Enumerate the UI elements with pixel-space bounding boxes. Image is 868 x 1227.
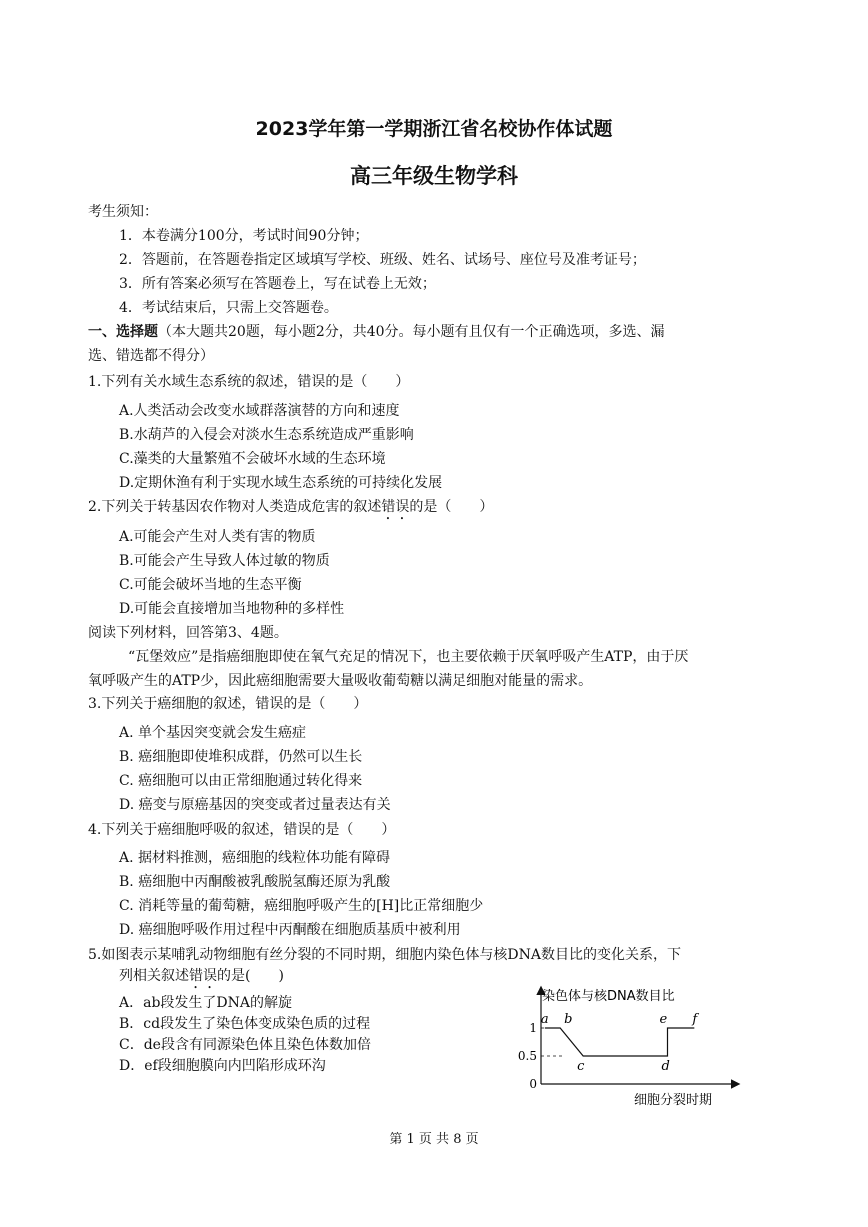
question-3-stem: 3.下列关于癌细胞的叙述，错误的是（ ）	[88, 696, 368, 712]
question-2-option-b: B.可能会产生导致人体过敏的物质	[119, 553, 330, 569]
point-label-c: c	[577, 1059, 585, 1074]
section-description: （本大题共20题，每小题2分，共40分。每小题有且仅有一个正确选项，多选、漏	[158, 324, 665, 340]
y-tick-label: 1	[529, 1021, 537, 1035]
question-4-option-c: C. 消耗等量的葡萄糖，癌细胞呼吸产生的[H]比正常细胞少	[119, 898, 484, 914]
exam-subtitle: 高三年级生物学科	[350, 164, 518, 188]
question-5-option-c: C．de段含有同源染色体且染色体数加倍	[119, 1037, 371, 1053]
question-3-option-b: B. 癌细胞即使堆积成群，仍然可以生长	[119, 749, 363, 765]
y-tick-labels	[518, 1021, 537, 1091]
point-label-f: f	[692, 1012, 698, 1027]
notice-item-4: 4．考试结束后，只需上交答题卷。	[119, 300, 338, 316]
question-2-stem-pre: 2.下列关于转基因农作物对人类造成危害的叙述	[88, 499, 382, 515]
question-1-option-a: A.人类活动会改变水域群落演替的方向和速度	[119, 403, 400, 419]
reading-material-line-2: 氧呼吸产生的ATP少，因此癌细胞需要大量吸收葡萄糖以满足细胞对能量的需求。	[88, 673, 593, 689]
question-1-option-c: C.藻类的大量繁殖不会破坏水域的生态环境	[119, 451, 386, 467]
point-label-b: b	[564, 1012, 573, 1027]
question-1-option-b: B.水葫芦的入侵会对淡水生态系统造成严重影响	[119, 427, 414, 443]
question-2-stem	[88, 497, 493, 523]
notice-item-2: 2．答题前，在答题卷指定区域填写学校、班级、姓名、试场号、座位号及准考证号；	[119, 252, 646, 268]
exam-title: 2023学年第一学期浙江省名校协作体试题	[255, 118, 613, 140]
question-5-option-d: D．ef段细胞膜向内凹陷形成环沟	[119, 1058, 326, 1074]
question-5-option-b: B．cd段发生了染色体变成染色质的过程	[119, 1016, 371, 1032]
chart-title: 染色体与核DNA数目比	[542, 989, 675, 1004]
question-2-stem-post: 的是（ ）	[409, 499, 494, 515]
question-4-option-d: D. 癌细胞呼吸作用过程中丙酮酸在细胞质基质中被利用	[119, 922, 461, 938]
question-2-stem-emphasis: 错误	[381, 499, 410, 515]
x-axis-label: 细胞分裂时期	[634, 1093, 713, 1108]
question-4-option-b: B. 癌细胞中丙酮酸被乳酸脱氢酶还原为乳酸	[119, 874, 391, 890]
y-tick-label: 0.5	[517, 1049, 537, 1063]
notice-item-3: 3．所有答案必须写在答题卷上，写在试卷上无效；	[119, 276, 436, 292]
guide-lines	[541, 1028, 564, 1056]
question-3-option-c: C. 癌细胞可以由正常细胞通过转化得来	[119, 773, 363, 789]
point-label-d: d	[661, 1059, 670, 1074]
point-label-a: a	[540, 1012, 549, 1027]
question-5-stem-line-2	[119, 966, 284, 992]
ratio-series-line	[545, 1028, 695, 1056]
question-5-option-a: A．ab段发生了DNA的解旋	[119, 995, 293, 1011]
page-footer: 第 1 页 共 8 页	[389, 1132, 479, 1147]
y-tick-label: 0	[529, 1077, 537, 1091]
question-2-option-d: D.可能会直接增加当地物种的多样性	[119, 601, 345, 617]
question-3-option-a: A. 单个基因突变就会发生癌症	[119, 725, 307, 741]
question-4-stem: 4.下列关于癌细胞呼吸的叙述，错误的是（ ）	[88, 822, 396, 838]
point-labels	[541, 1012, 700, 1074]
notice-heading: 考生须知：	[88, 204, 158, 220]
reading-material-line-1: “瓦堡效应”是指癌细胞即使在氧气充足的情况下，也主要依赖于厌氧呼吸产生ATP，由于厌	[128, 649, 689, 665]
notice-item-1: 1．本卷满分100分，考试时间90分钟；	[119, 228, 369, 244]
question-5-stem-emphasis: 错误	[189, 968, 217, 984]
question-1-option-d: D.定期休渔有利于实现水域生态系统的可持续化发展	[119, 475, 443, 491]
section-label: 一、选择题	[88, 324, 158, 340]
question-5-stem-post: 的是( )	[217, 968, 284, 984]
question-1-stem: 1.下列有关水域生态系统的叙述，错误的是（ ）	[88, 374, 410, 390]
question-5-stem-line-1: 5.如图表示某哺乳动物细胞有丝分裂的不同时期，细胞内染色体与核DNA数目比的变化关系，下	[88, 947, 681, 963]
question-4-option-a: A. 据材料推测，癌细胞的线粒体功能有障碍	[119, 850, 391, 866]
section-description-cont: 选、错选都不得分）	[88, 348, 214, 364]
point-label-e: e	[659, 1012, 668, 1027]
question-5-stem-pre: 列相关叙述	[119, 968, 189, 984]
question-2-option-a: A.可能会产生对人类有害的物质	[119, 529, 316, 545]
question-2-option-c: C.可能会破坏当地的生态平衡	[119, 577, 302, 593]
question-3-option-d: D. 癌变与原癌基因的突变或者过量表达有关	[119, 797, 391, 813]
chromosome-dna-ratio-chart	[517, 980, 750, 1112]
reading-intro: 阅读下列材料，回答第3、4题。	[88, 625, 288, 641]
section-heading	[88, 322, 665, 342]
